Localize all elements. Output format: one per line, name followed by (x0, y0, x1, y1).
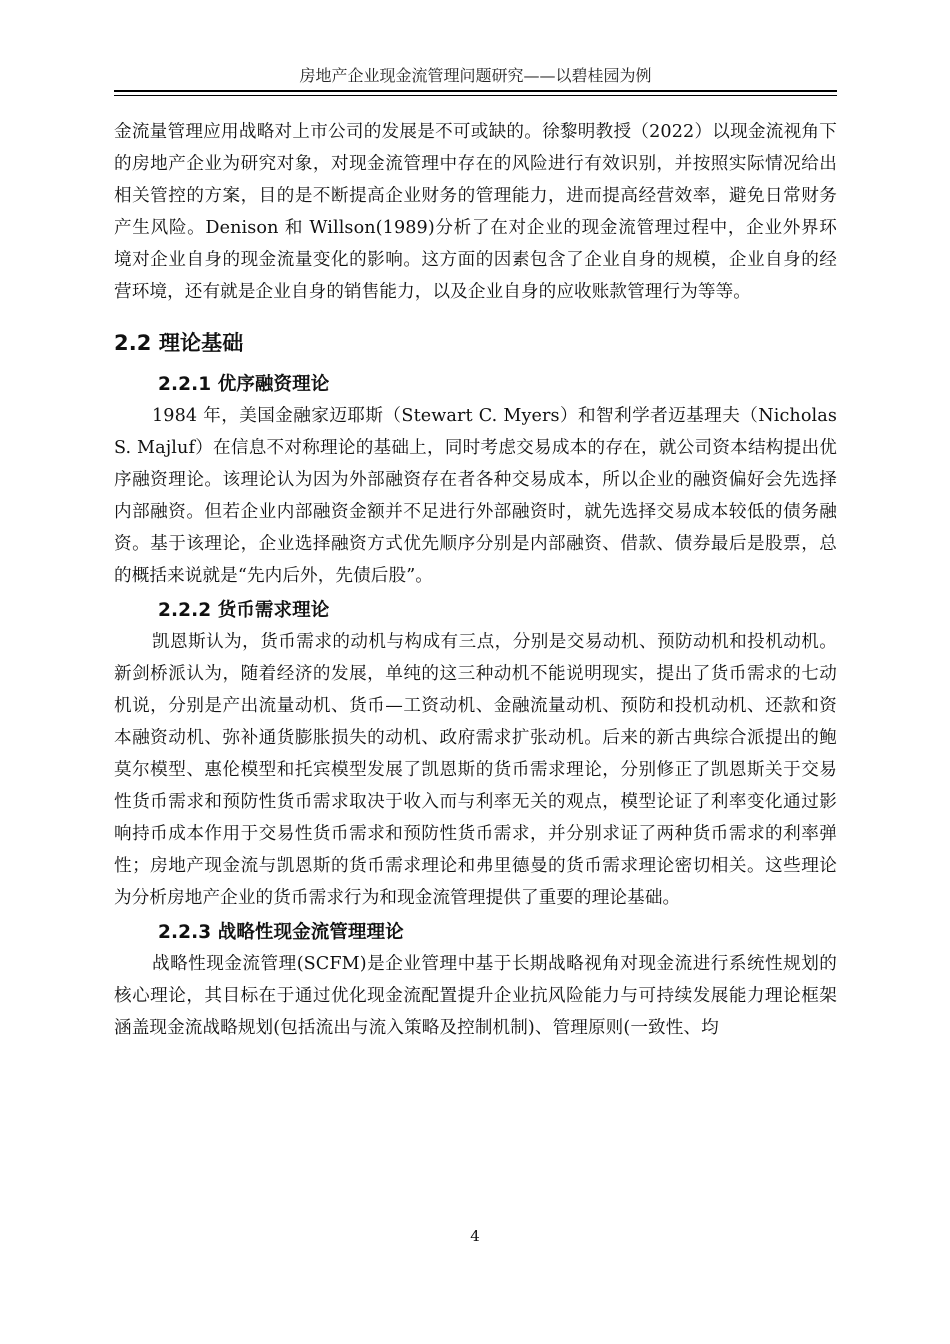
subsection-heading-pecking-order: 2.2.1 优序融资理论 (158, 374, 330, 395)
header-rule-thin (114, 95, 837, 96)
paragraph-money-demand: 凯恩斯认为，货币需求的动机与构成有三点，分别是交易动机、预防动机和投机动机。新剑桥派认为，随着经济的发展，单纯的这三种动机不能说明现实，提出了货币需求的七动机说，分别是产出流量动机、货币—工资动机、金融流量动机、预防和投机动机、还款和资本融资动机、弥补通货膨胀损失的动机、政府需求扩张动机。后来的新古典综合派提出的鲍莫尔模型、惠伦模型和托宾模型发展了凯恩斯的货币需求理论，分别修正了凯恩斯关于交易性货币需求和预防性货币需求取决于收入而与利率无关的观点，模型论证了利率变化通过影响持币成本作用于交易性货币需求和预防性货币需求，并分别求证了两种货币需求的利率弹性；房地产现金流与凯恩斯的货币需求理论和弗里德曼的货币需求理论密切相关。这些理论为分析房地产企业的货币需求行为和现金流管理提供了重要的理论基础。 (114, 632, 837, 908)
paragraph-pecking-order: 1984 年，美国金融家迈耶斯（Stewart C. Myers）和智利学者迈基理夫（Nicholas S. Majluf）在信息不对称理论的基础上，同时考虑交易成本的存在，就公司资本结构提出优序融资理论。该理论认为因为外部融资存在者各种交易成本，所以企业的融资偏好会先选择内部融资。但若企业内部融资金额并不足进行外部融资时，就先选择交易成本较低的债务融资。基于该理论，企业选择融资方式优先顺序分别是内部融资、借款、债券最后是股票，总的概括来说就是“先内后外，先债后股”。 (114, 406, 837, 586)
page-number: 4 (470, 1227, 480, 1245)
section-heading: 2.2 理论基础 (114, 331, 244, 355)
subsection-heading-strategic-cashflow: 2.2.3 战略性现金流管理理论 (158, 922, 404, 943)
page-body (114, 116, 837, 1044)
intro-paragraph: 金流量管理应用战略对上市公司的发展是不可或缺的。徐黎明教授（2022）以现金流视角下的房地产企业为研究对象，对现金流管理中存在的风险进行有效识别，并按照实际情况给出相关管控的方案，目的是不断提高企业财务的管理能力，进而提高经营效率，避免日常财务产生风险。Denison 和 Willson(1989)分析了在对企业的现金流管理过程中，企业外界环境对企业自身的现金流量变化的影响。这方面的因素包含了企业自身的规模，企业自身的经营环境，还有就是企业自身的销售能力，以及企业自身的应收账款管理行为等等。 (114, 122, 837, 302)
paragraph-strategic-cashflow: 战略性现金流管理(SCFM)是企业管理中基于长期战略视角对现金流进行系统性规划的核心理论，其目标在于通过优化现金流配置提升企业抗风险能力与可持续发展能力理论框架涵盖现金流战略规划(包括流出与流入策略及控制机制)、管理原则(一致性、均 (114, 954, 837, 1038)
running-header: 房地产企业现金流管理问题研究——以碧桂园为例 (299, 66, 652, 85)
header-rule-thick (114, 90, 837, 92)
subsection-heading-money-demand: 2.2.2 货币需求理论 (158, 600, 330, 621)
